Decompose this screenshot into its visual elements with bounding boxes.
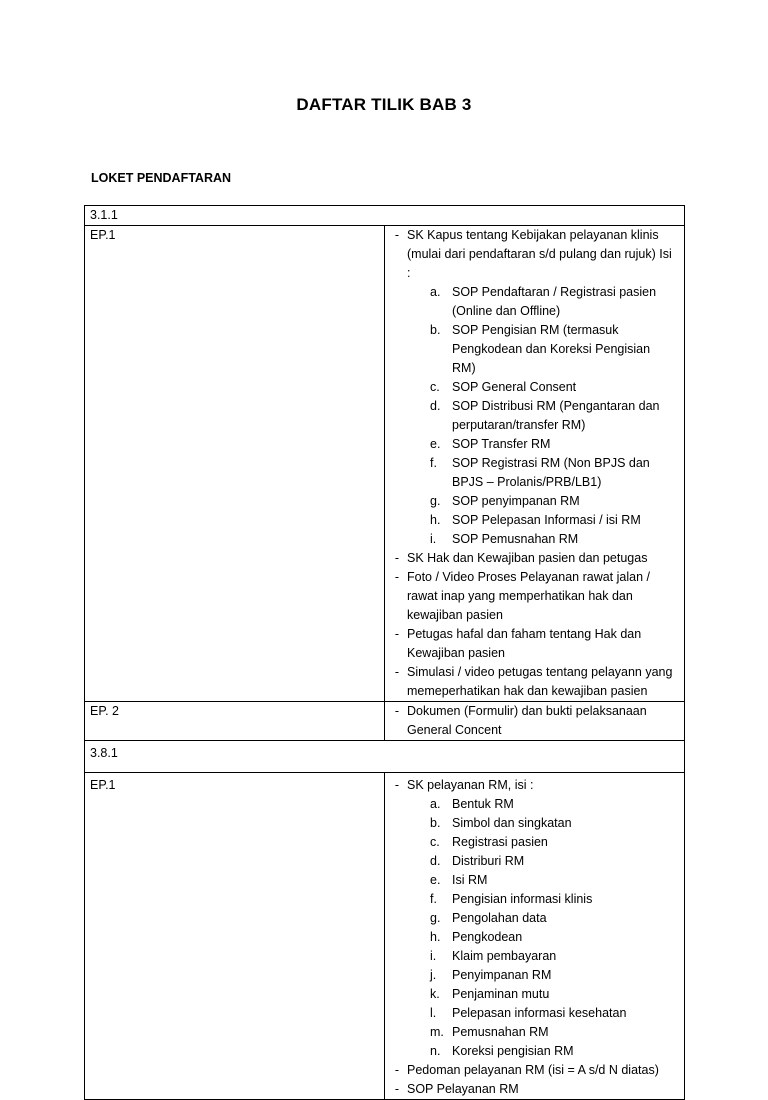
sub-text: Penjaminan mutu xyxy=(452,987,550,1001)
sub-text: SOP penyimpanan RM xyxy=(452,494,580,508)
ep-label: EP.1 xyxy=(90,778,116,792)
sub-item xyxy=(385,1023,674,1042)
bullet-item xyxy=(385,776,674,795)
bullet-text: SK pelayanan RM, isi : xyxy=(407,778,534,792)
ep-label-cell xyxy=(85,773,385,1100)
sub-marker: g. xyxy=(430,911,441,925)
bullet-marker: - xyxy=(394,704,399,718)
sub-text: SOP Pelepasan Informasi / isi RM xyxy=(452,513,641,527)
ep-content-cell xyxy=(385,226,685,702)
sub-item xyxy=(385,814,674,833)
section-heading: LOKET PENDAFTARAN xyxy=(91,171,232,185)
ep-row xyxy=(85,773,685,1100)
bullet-marker: - xyxy=(394,570,399,584)
sub-text: Simbol dan singkatan xyxy=(452,816,572,830)
sub-item xyxy=(385,492,674,511)
sub-item xyxy=(385,928,674,947)
sub-marker: e. xyxy=(430,437,441,451)
bullet-marker: - xyxy=(394,228,399,242)
sub-item xyxy=(385,909,674,928)
section-code-row xyxy=(85,741,685,773)
sub-marker: e. xyxy=(430,873,441,887)
sub-text: SOP Registrasi RM (Non BPJS dan BPJS – Prolanis/PRB/LB1) xyxy=(452,456,650,489)
sub-item xyxy=(385,530,674,549)
bullet-item xyxy=(385,549,674,568)
bullet-text: Simulasi / video petugas tentang pelayann yang memeperhatikan hak dan kewajiban pasien xyxy=(407,665,673,698)
sub-text: Koreksi pengisian RM xyxy=(452,1044,574,1058)
sub-item xyxy=(385,283,674,321)
sub-item xyxy=(385,1004,674,1023)
ep-row xyxy=(85,226,685,702)
sub-text: SOP Pendaftaran / Registrasi pasien (Online dan Offline) xyxy=(452,285,657,318)
sub-text: SOP Pengisian RM (termasuk Pengkodean dan Koreksi Pengisian RM) xyxy=(452,323,651,375)
sub-marker: d. xyxy=(430,854,441,868)
sub-item xyxy=(385,511,674,530)
bullet-marker: - xyxy=(394,1063,399,1077)
bullet-text: SOP Pelayanan RM xyxy=(407,1082,519,1096)
sub-text: Pemusnahan RM xyxy=(452,1025,549,1039)
sub-item xyxy=(385,397,674,435)
sub-item xyxy=(385,833,674,852)
sub-item xyxy=(385,966,674,985)
sub-text: SOP Transfer RM xyxy=(452,437,551,451)
sub-marker: i. xyxy=(430,532,437,546)
sub-marker: a. xyxy=(430,285,441,299)
sub-item xyxy=(385,871,674,890)
bullet-text: Petugas hafal dan faham tentang Hak dan Kewajiban pasien xyxy=(407,627,642,660)
section-code-cell xyxy=(85,741,685,773)
sub-marker: f. xyxy=(430,892,437,906)
sub-text: Penyimpanan RM xyxy=(452,968,552,982)
sub-text: Pengolahan data xyxy=(452,911,547,925)
ep-label: EP. 2 xyxy=(90,704,119,718)
bullet-item xyxy=(385,1061,674,1080)
bullet-item xyxy=(385,663,674,701)
sub-text: Registrasi pasien xyxy=(452,835,548,849)
sub-marker: k. xyxy=(430,987,440,1001)
bullet-item xyxy=(385,625,674,663)
sub-text: Pengkodean xyxy=(452,930,523,944)
bullet-marker: - xyxy=(394,1082,399,1096)
sub-text: Distriburi RM xyxy=(452,854,525,868)
sub-item xyxy=(385,985,674,1004)
section-code: 3.1.1 xyxy=(90,208,118,222)
ep-label: EP.1 xyxy=(90,228,116,242)
sub-text: SOP Pemusnahan RM xyxy=(452,532,579,546)
sub-text: Klaim pembayaran xyxy=(452,949,557,963)
sub-marker: d. xyxy=(430,399,441,413)
sub-marker: h. xyxy=(430,930,441,944)
sub-marker: c. xyxy=(430,380,440,394)
checklist-table xyxy=(84,205,685,1100)
sub-marker: b. xyxy=(430,816,441,830)
document-title: DAFTAR TILIK BAB 3 xyxy=(296,95,472,114)
bullet-item xyxy=(385,702,674,740)
bullet-marker: - xyxy=(394,778,399,792)
sub-marker: b. xyxy=(430,323,441,337)
sub-item xyxy=(385,435,674,454)
sub-marker: f. xyxy=(430,456,437,470)
bullet-marker: - xyxy=(394,665,399,679)
bullet-text: Pedoman pelayanan RM (isi = A s/d N diatas) xyxy=(407,1063,659,1077)
ep-row xyxy=(85,702,685,741)
sub-marker: j. xyxy=(430,968,437,982)
section-code-cell xyxy=(85,206,685,226)
section-code-row xyxy=(85,206,685,226)
sub-text: Pengisian informasi klinis xyxy=(452,892,593,906)
sub-marker: l. xyxy=(430,1006,437,1020)
bullet-item xyxy=(385,1080,674,1099)
sub-item xyxy=(385,890,674,909)
sub-item xyxy=(385,321,674,378)
bullet-text: SK Kapus tentang Kebijakan pelayanan klinis (mulai dari pendaftaran s/d pulang dan rujuk) Isi : xyxy=(407,228,672,280)
sub-marker: g. xyxy=(430,494,441,508)
sub-text: Isi RM xyxy=(452,873,488,887)
sub-item xyxy=(385,852,674,871)
sub-item xyxy=(385,795,674,814)
checklist-body xyxy=(85,206,685,1100)
sub-text: Bentuk RM xyxy=(452,797,514,811)
bullet-item xyxy=(385,226,674,283)
sub-item xyxy=(385,947,674,966)
ep-content-cell xyxy=(385,773,685,1100)
sub-text: SOP General Consent xyxy=(452,380,577,394)
sub-text: SOP Distribusi RM (Pengantaran dan perputaran/transfer RM) xyxy=(452,399,660,432)
ep-label-cell xyxy=(85,702,385,741)
bullet-text: SK Hak dan Kewajiban pasien dan petugas xyxy=(407,551,648,565)
sub-marker: m. xyxy=(430,1025,444,1039)
bullet-marker: - xyxy=(394,551,399,565)
ep-label-cell xyxy=(85,226,385,702)
section-code: 3.8.1 xyxy=(90,746,118,760)
bullet-text: Dokumen (Formulir) dan bukti pelaksanaan General Concent xyxy=(407,704,647,737)
sub-item xyxy=(385,378,674,397)
sub-marker: i. xyxy=(430,949,437,963)
bullet-text: Foto / Video Proses Pelayanan rawat jalan / rawat inap yang memperhatikan hak dan kewajiban pasien xyxy=(407,570,650,622)
sub-marker: a. xyxy=(430,797,441,811)
sub-item xyxy=(385,1042,674,1061)
ep-content-cell xyxy=(385,702,685,741)
sub-marker: c. xyxy=(430,835,440,849)
sub-marker: n. xyxy=(430,1044,441,1058)
bullet-marker: - xyxy=(394,627,399,641)
bullet-item xyxy=(385,568,674,625)
sub-text: Pelepasan informasi kesehatan xyxy=(452,1006,627,1020)
sub-marker: h. xyxy=(430,513,441,527)
sub-item xyxy=(385,454,674,492)
